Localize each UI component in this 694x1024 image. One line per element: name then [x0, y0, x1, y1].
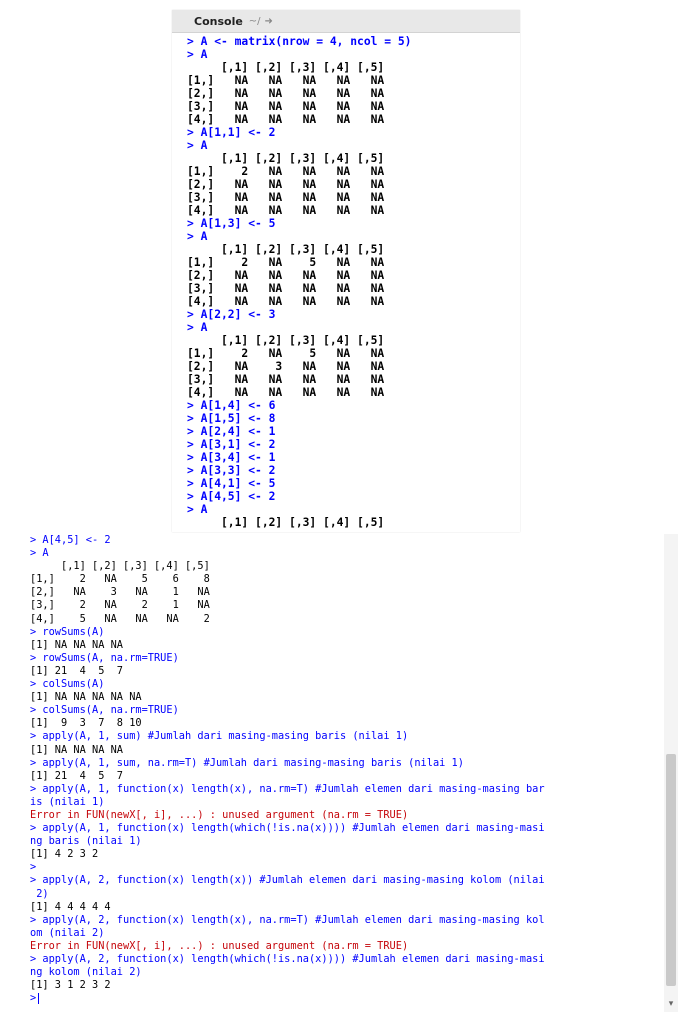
- output-line: [,1] [,2] [,3] [,4] [,5]: [187, 243, 385, 256]
- output-line: [,1] [,2] [,3] [,4] [,5]: [187, 152, 385, 165]
- command-line: > A[1,4] <- 6: [187, 399, 276, 412]
- output-line: [2,] NA NA NA NA NA: [187, 178, 385, 191]
- go-to-directory-icon[interactable]: ➜: [264, 15, 273, 27]
- output-line: [,1] [,2] [,3] [,4] [,5]: [187, 334, 385, 347]
- command-line: is (nilai 1): [30, 795, 105, 808]
- command-line: > A <- matrix(nrow = 4, ncol = 5): [187, 35, 412, 48]
- output-line: [1,] 2 NA 5 NA NA: [187, 256, 385, 269]
- command-line: > A: [187, 139, 208, 152]
- command-line: > colSums(A): [30, 678, 105, 691]
- output-line: [,1] [,2] [,3] [,4] [,5]: [30, 560, 210, 573]
- command-line: > apply(A, 1, sum, na.rm=T) #Jumlah dari masing-masing baris (nilai 1): [30, 756, 464, 769]
- console-output: [22, 534, 678, 1005]
- output-line: [3,] NA NA NA NA NA: [187, 100, 385, 113]
- text-cursor: [38, 993, 39, 1004]
- command-line: > A: [187, 230, 208, 243]
- output-line: [1,] 2 NA NA NA NA: [187, 165, 385, 178]
- output-line: [1] 21 4 5 7: [30, 769, 123, 782]
- command-line: > A[3,3] <- 2: [187, 464, 276, 477]
- command-line: >: [30, 861, 37, 874]
- command-line: > A[4,5] <- 2: [30, 534, 111, 546]
- error-line: Error in FUN(newX[, i], ...) : unused argument (na.rm = TRUE): [30, 808, 409, 821]
- command-line: > A: [187, 48, 208, 61]
- output-line: [2,] NA 3 NA NA NA: [187, 360, 385, 373]
- output-line: [3,] NA NA NA NA NA: [187, 191, 385, 204]
- output-line: [1] 21 4 5 7: [30, 664, 123, 677]
- command-line: 2): [30, 887, 49, 900]
- command-line: > rowSums(A): [30, 625, 105, 638]
- command-line: > rowSums(A, na.rm=TRUE): [30, 651, 179, 664]
- scrollbar-thumb[interactable]: [666, 754, 676, 986]
- console-panel-top: [172, 10, 520, 532]
- command-line: > A[2,2] <- 3: [187, 308, 276, 321]
- console-output: [172, 33, 520, 529]
- output-line: [,1] [,2] [,3] [,4] [,5]: [187, 61, 385, 74]
- command-line: > A[4,5] <- 2: [187, 490, 276, 503]
- output-line: [4,] NA NA NA NA NA: [187, 295, 385, 308]
- command-line: > A[4,1] <- 5: [187, 477, 276, 490]
- command-line: > colSums(A, na.rm=TRUE): [30, 704, 179, 717]
- command-line: > A[1,5] <- 8: [187, 412, 276, 425]
- command-line: > A[3,4] <- 1: [187, 451, 276, 464]
- output-line: [4,] NA NA NA NA NA: [187, 204, 385, 217]
- output-line: [1] 9 3 7 8 10: [30, 717, 142, 730]
- command-line: ng kolom (nilai 2): [30, 966, 142, 979]
- command-line: > apply(A, 1, sum) #Jumlah dari masing-masing baris (nilai 1): [30, 730, 409, 743]
- output-line: [,1] [,2] [,3] [,4] [,5]: [187, 516, 385, 529]
- error-line: Error in FUN(newX[, i], ...) : unused argument (na.rm = TRUE): [30, 939, 409, 952]
- output-line: [2,] NA NA NA NA NA: [187, 87, 385, 100]
- scroll-down-arrow-icon[interactable]: ▾: [668, 999, 674, 1009]
- console-panel-bottom: [22, 534, 678, 1012]
- output-line: [1,] NA NA NA NA NA: [187, 74, 385, 87]
- command-line: > A: [187, 321, 208, 334]
- output-line: [4,] NA NA NA NA NA: [187, 113, 385, 126]
- output-line: [1] NA NA NA NA NA: [30, 691, 142, 704]
- output-line: [1] 4 2 3 2: [30, 848, 99, 861]
- console-header: [172, 10, 520, 33]
- output-line: [3,] NA NA NA NA NA: [187, 373, 385, 386]
- output-line: [1,] 2 NA 5 NA NA: [187, 347, 385, 360]
- command-line: om (nilai 2): [30, 926, 105, 939]
- output-line: [2,] NA NA NA NA NA: [187, 269, 385, 282]
- command-line: > apply(A, 1, function(x) length(x), na.rm=T) #Jumlah elemen dari masing-masing bar: [30, 782, 545, 795]
- working-directory[interactable]: ~/: [248, 15, 261, 27]
- command-line: > A[2,4] <- 1: [187, 425, 276, 438]
- command-line: ng baris (nilai 1): [30, 835, 142, 848]
- output-line: [2,] NA 3 NA 1 NA: [30, 586, 210, 599]
- command-line: > A[1,3] <- 5: [187, 217, 276, 230]
- command-line: > apply(A, 2, function(x) length(x), na.rm=T) #Jumlah elemen dari masing-masing kol: [30, 913, 545, 926]
- output-line: [1] NA NA NA NA: [30, 743, 123, 756]
- output-line: [3,] NA NA NA NA NA: [187, 282, 385, 295]
- prompt-symbol: >: [30, 992, 37, 1005]
- output-line: [4,] NA NA NA NA NA: [187, 386, 385, 399]
- command-line: > A[3,1] <- 2: [187, 438, 276, 451]
- vertical-scrollbar[interactable]: [664, 534, 678, 1012]
- command-line: > apply(A, 1, function(x) length(which(!is.na(x)))) #Jumlah elemen dari masing-masi: [30, 822, 545, 835]
- command-line: > apply(A, 2, function(x) length(which(!is.na(x)))) #Jumlah elemen dari masing-masi: [30, 953, 545, 965]
- output-line: [1,] 2 NA 5 6 8: [30, 573, 210, 586]
- command-line: > apply(A, 2, function(x) length(x)) #Jumlah elemen dari masing-masing kolom (nilai: [30, 874, 545, 887]
- output-line: [4,] 5 NA NA NA 2: [30, 612, 210, 625]
- output-line: [1] NA NA NA NA: [30, 638, 123, 651]
- command-line: > A: [30, 547, 49, 560]
- console-input[interactable]: [30, 992, 678, 1005]
- output-line: [1] 3 1 2 3 2: [30, 979, 111, 992]
- command-line: > A[1,1] <- 2: [187, 126, 276, 139]
- command-line: > A: [187, 503, 208, 516]
- console-title: Console: [194, 14, 243, 28]
- output-line: [1] 4 4 4 4 4: [30, 900, 111, 913]
- output-line: [3,] 2 NA 2 1 NA: [30, 599, 210, 612]
